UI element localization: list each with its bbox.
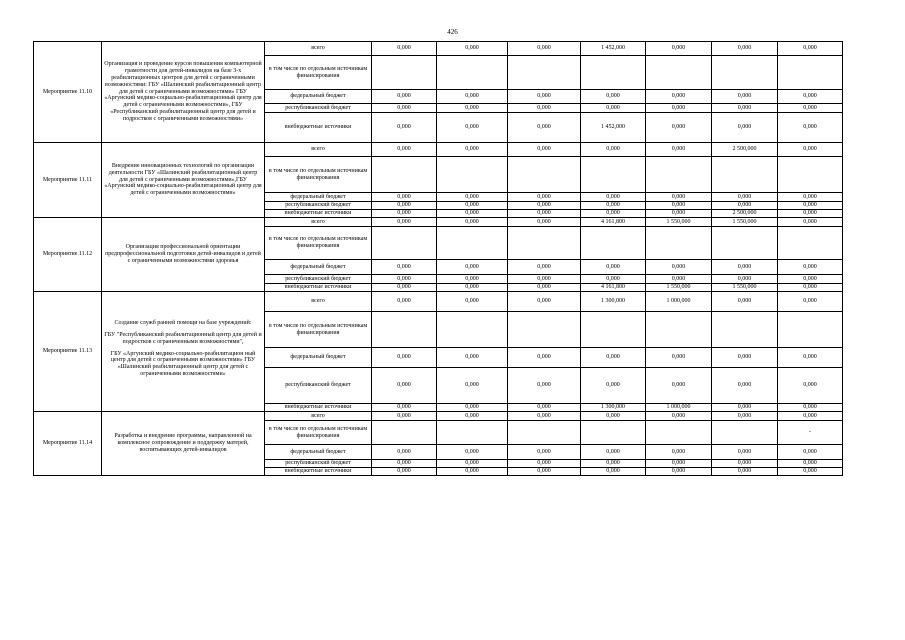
amount-cell: 1 550,000 bbox=[646, 218, 712, 227]
amount-cell: 0,000 bbox=[372, 445, 437, 460]
amount-cell: 1 000,000 bbox=[646, 292, 712, 312]
amount-cell: 0,000 bbox=[508, 202, 581, 210]
amount-cell: 0,000 bbox=[372, 90, 437, 104]
amount-cell: 0,000 bbox=[778, 404, 843, 412]
amount-cell bbox=[712, 227, 778, 260]
table-row bbox=[34, 292, 843, 312]
amount-cell: 0,000 bbox=[581, 143, 646, 157]
amount-cell bbox=[581, 56, 646, 90]
amount-cell: 0,000 bbox=[437, 193, 508, 202]
amount-cell: 0,000 bbox=[437, 260, 508, 275]
amount-cell bbox=[437, 56, 508, 90]
funding-source: республиканский бюджет bbox=[265, 275, 372, 284]
amount-cell bbox=[581, 312, 646, 348]
amount-cell bbox=[508, 421, 581, 445]
amount-cell: 2 500,000 bbox=[712, 210, 778, 218]
amount-cell: 0,000 bbox=[778, 193, 843, 202]
amount-cell: 0,000 bbox=[712, 42, 778, 56]
amount-cell bbox=[372, 157, 437, 193]
table-row bbox=[34, 42, 843, 56]
amount-cell: - bbox=[778, 421, 843, 445]
funding-source: федеральный бюджет bbox=[265, 348, 372, 368]
amount-cell: 1 550,000 bbox=[712, 284, 778, 292]
amount-cell: 0,000 bbox=[372, 202, 437, 210]
amount-cell bbox=[646, 157, 712, 193]
amount-cell: 0,000 bbox=[372, 42, 437, 56]
amount-cell: 1 300,000 bbox=[581, 404, 646, 412]
amount-cell: 0,000 bbox=[646, 460, 712, 468]
amount-cell: 0,000 bbox=[712, 202, 778, 210]
amount-cell bbox=[778, 312, 843, 348]
amount-cell: 0,000 bbox=[508, 468, 581, 476]
amount-cell bbox=[508, 312, 581, 348]
amount-cell: 0,000 bbox=[646, 193, 712, 202]
amount-cell: 0,000 bbox=[372, 284, 437, 292]
amount-cell: 0,000 bbox=[437, 90, 508, 104]
amount-cell bbox=[437, 227, 508, 260]
amount-cell: 0,000 bbox=[437, 284, 508, 292]
amount-cell: 1 452,000 bbox=[581, 42, 646, 56]
funding-source: всего bbox=[265, 412, 372, 421]
funding-source: в том числе по отдельным источникам финансирования bbox=[265, 56, 372, 90]
amount-cell: 0,000 bbox=[372, 210, 437, 218]
amount-cell: 0,000 bbox=[646, 445, 712, 460]
amount-cell: 0,000 bbox=[437, 42, 508, 56]
amount-cell: 0,000 bbox=[646, 202, 712, 210]
amount-cell bbox=[778, 56, 843, 90]
amount-cell bbox=[646, 227, 712, 260]
funding-source: всего bbox=[265, 42, 372, 56]
amount-cell: 0,000 bbox=[437, 202, 508, 210]
amount-cell: 0,000 bbox=[581, 445, 646, 460]
amount-cell: 0,000 bbox=[778, 284, 843, 292]
amount-cell: 0,000 bbox=[778, 275, 843, 284]
amount-cell bbox=[508, 157, 581, 193]
amount-cell bbox=[508, 56, 581, 90]
amount-cell: 2 500,000 bbox=[712, 143, 778, 157]
amount-cell: 0,000 bbox=[778, 90, 843, 104]
amount-cell bbox=[712, 56, 778, 90]
amount-cell: 0,000 bbox=[372, 143, 437, 157]
amount-cell bbox=[646, 56, 712, 90]
amount-cell: 0,000 bbox=[437, 210, 508, 218]
funding-source: в том числе по отдельным источникам финансирования bbox=[265, 227, 372, 260]
amount-cell: 0,000 bbox=[437, 218, 508, 227]
amount-cell: 1 300,000 bbox=[581, 292, 646, 312]
amount-cell: 0,000 bbox=[581, 460, 646, 468]
amount-cell: 0,000 bbox=[508, 460, 581, 468]
measure-code: Мероприятие 11.10 bbox=[34, 42, 102, 143]
measure-code: Мероприятие 11.14 bbox=[34, 412, 102, 476]
funding-source: федеральный бюджет bbox=[265, 260, 372, 275]
amount-cell: 0,000 bbox=[646, 412, 712, 421]
funding-source: республиканский бюджет bbox=[265, 104, 372, 113]
amount-cell: 0,000 bbox=[778, 42, 843, 56]
measure-code: Мероприятие 11.11 bbox=[34, 143, 102, 218]
table-row bbox=[34, 143, 843, 157]
amount-cell: 0,000 bbox=[508, 218, 581, 227]
amount-cell: 0,000 bbox=[712, 193, 778, 202]
amount-cell bbox=[372, 312, 437, 348]
amount-cell: 1 550,000 bbox=[712, 218, 778, 227]
funding-source: всего bbox=[265, 218, 372, 227]
funding-source: федеральный бюджет bbox=[265, 90, 372, 104]
amount-cell: 0,000 bbox=[508, 275, 581, 284]
amount-cell: 0,000 bbox=[581, 202, 646, 210]
amount-cell: 0,000 bbox=[778, 348, 843, 368]
amount-cell: 0,000 bbox=[646, 104, 712, 113]
amount-cell bbox=[778, 157, 843, 193]
amount-cell: 0,000 bbox=[508, 104, 581, 113]
amount-cell: 0,000 bbox=[712, 468, 778, 476]
amount-cell: 0,000 bbox=[508, 292, 581, 312]
measure-code: Мероприятие 11.12 bbox=[34, 218, 102, 292]
amount-cell: 0,000 bbox=[778, 460, 843, 468]
funding-source: федеральный бюджет bbox=[265, 445, 372, 460]
table-row bbox=[34, 218, 843, 227]
amount-cell: 0,000 bbox=[372, 113, 437, 143]
amount-cell: 0,000 bbox=[581, 260, 646, 275]
funding-source: внебюджетные источники bbox=[265, 210, 372, 218]
amount-cell: 4 161,800 bbox=[581, 218, 646, 227]
description-line: Создание служб ранней помощи на базе учреждений: bbox=[114, 319, 252, 326]
funding-source: республиканский бюджет bbox=[265, 368, 372, 404]
amount-cell: 0,000 bbox=[508, 404, 581, 412]
amount-cell: 0,000 bbox=[372, 292, 437, 312]
amount-cell bbox=[372, 56, 437, 90]
amount-cell: 0,000 bbox=[778, 202, 843, 210]
amount-cell: 0,000 bbox=[508, 348, 581, 368]
measure-description: Организация профессиональной ориентации предпрофессиональной подготовки детей-инвалидов и детей с ограниченными возможностями здоровья bbox=[102, 218, 265, 292]
amount-cell: 0,000 bbox=[581, 90, 646, 104]
amount-cell: 0,000 bbox=[778, 210, 843, 218]
amount-cell: 0,000 bbox=[437, 460, 508, 468]
amount-cell: 0,000 bbox=[646, 468, 712, 476]
amount-cell bbox=[372, 421, 437, 445]
amount-cell: 0,000 bbox=[372, 260, 437, 275]
amount-cell: 0,000 bbox=[437, 275, 508, 284]
amount-cell bbox=[581, 157, 646, 193]
amount-cell: 0,000 bbox=[581, 348, 646, 368]
amount-cell: 0,000 bbox=[581, 368, 646, 404]
amount-cell bbox=[646, 421, 712, 445]
funding-source: внебюджетные источники bbox=[265, 404, 372, 412]
amount-cell: 0,000 bbox=[712, 445, 778, 460]
amount-cell: 0,000 bbox=[778, 104, 843, 113]
amount-cell: 0,000 bbox=[712, 104, 778, 113]
amount-cell: 0,000 bbox=[372, 468, 437, 476]
funding-source: федеральный бюджет bbox=[265, 193, 372, 202]
amount-cell bbox=[437, 312, 508, 348]
amount-cell bbox=[712, 157, 778, 193]
amount-cell: 0,000 bbox=[712, 90, 778, 104]
amount-cell: 0,000 bbox=[508, 445, 581, 460]
amount-cell: 0,000 bbox=[581, 104, 646, 113]
amount-cell: 0,000 bbox=[646, 42, 712, 56]
amount-cell: 0,000 bbox=[372, 368, 437, 404]
description-line: ГБУ «Аргунский медико-социально-реабилитацион ный центр для детей с ограниченными возможностями» ГБУ «Шалинский реабилитационный центр для детей с ограниченными возможностями» bbox=[110, 350, 256, 378]
amount-cell: 0,000 bbox=[437, 412, 508, 421]
amount-cell: 0,000 bbox=[712, 275, 778, 284]
amount-cell bbox=[646, 312, 712, 348]
amount-cell: 0,000 bbox=[778, 260, 843, 275]
funding-source: всего bbox=[265, 143, 372, 157]
amount-cell: 0,000 bbox=[508, 90, 581, 104]
amount-cell: 0,000 bbox=[437, 104, 508, 113]
amount-cell: 0,000 bbox=[712, 404, 778, 412]
amount-cell: 0,000 bbox=[508, 143, 581, 157]
amount-cell: 0,000 bbox=[372, 275, 437, 284]
amount-cell: 0,000 bbox=[712, 260, 778, 275]
amount-cell bbox=[581, 227, 646, 260]
amount-cell: 0,000 bbox=[646, 90, 712, 104]
amount-cell: 0,000 bbox=[712, 460, 778, 468]
funding-source: в том числе по отдельным источникам финансирования bbox=[265, 312, 372, 348]
table-row bbox=[34, 412, 843, 421]
funding-source: в том числе по отдельным источникам финансирования bbox=[265, 421, 372, 445]
funding-source: внебюджетные источники bbox=[265, 468, 372, 476]
amount-cell: 0,000 bbox=[437, 368, 508, 404]
amount-cell: 0,000 bbox=[646, 348, 712, 368]
amount-cell: 0,000 bbox=[778, 368, 843, 404]
amount-cell bbox=[581, 421, 646, 445]
amount-cell: 0,000 bbox=[437, 468, 508, 476]
amount-cell: 0,000 bbox=[712, 368, 778, 404]
amount-cell: 0,000 bbox=[646, 143, 712, 157]
amount-cell: 0,000 bbox=[712, 113, 778, 143]
amount-cell: 1 550,000 bbox=[646, 284, 712, 292]
amount-cell bbox=[508, 227, 581, 260]
amount-cell bbox=[437, 421, 508, 445]
amount-cell: 0,000 bbox=[437, 445, 508, 460]
description-line: ГБУ "Республиканский реабилитационный центр для детей и подростков с ограниченными возможностями", bbox=[104, 331, 262, 345]
amount-cell: 0,000 bbox=[778, 468, 843, 476]
amount-cell: 0,000 bbox=[372, 104, 437, 113]
amount-cell: 4 161,800 bbox=[581, 284, 646, 292]
amount-cell: 0,000 bbox=[508, 284, 581, 292]
amount-cell: 0,000 bbox=[646, 368, 712, 404]
funding-source: республиканский бюджет bbox=[265, 202, 372, 210]
funding-source: внебюджетные источники bbox=[265, 113, 372, 143]
amount-cell: 0,000 bbox=[581, 193, 646, 202]
funding-source: в том числе по отдельным источникам финансирования bbox=[265, 157, 372, 193]
funding-source: республиканский бюджет bbox=[265, 460, 372, 468]
amount-cell: 0,000 bbox=[508, 260, 581, 275]
amount-cell: 0,000 bbox=[508, 113, 581, 143]
measure-description: Организация и проведение курсов повышения компьютерной грамотности для детей-инвалидов на базе 3-х реабилитационных центров для детей с ограниченными возможностями: ГБУ «Шалинский реабилитационный центр для детей с ограниченными возможностями» ГБУ «Аргунский медико-социально-реабилитационный центр для детей с ограниченными возможностями», ГБУ «Республиканский реабилитационный центр для детей и подростков с ограниченными возможностями» bbox=[102, 42, 265, 143]
measure-description: Разработка и внедрение программы, направленной на комплексное сопровождение и поддержку матерей, воспитывающих детей-инвалидов bbox=[102, 412, 265, 476]
amount-cell bbox=[712, 421, 778, 445]
amount-cell: 0,000 bbox=[778, 143, 843, 157]
amount-cell: 0,000 bbox=[646, 113, 712, 143]
amount-cell: 0,000 bbox=[646, 210, 712, 218]
amount-cell: 0,000 bbox=[646, 275, 712, 284]
amount-cell: 0,000 bbox=[372, 404, 437, 412]
amount-cell: 0,000 bbox=[437, 404, 508, 412]
amount-cell: 0,000 bbox=[437, 113, 508, 143]
amount-cell bbox=[372, 227, 437, 260]
budget-table bbox=[33, 41, 843, 476]
measure-description: Внедрение инновационных технологий по организации деятельности ГБУ «Шалинский реабилитационный центр для детей с ограниченными возможностями»,ГБУ «Аргунский медико-социально-реабилитационный центр для детей с ограниченными возможностями» bbox=[102, 143, 265, 218]
amount-cell: 1 000,000 bbox=[646, 404, 712, 412]
amount-cell bbox=[437, 157, 508, 193]
funding-source: всего bbox=[265, 292, 372, 312]
amount-cell bbox=[778, 227, 843, 260]
amount-cell bbox=[712, 312, 778, 348]
amount-cell: 0,000 bbox=[778, 412, 843, 421]
amount-cell: 0,000 bbox=[778, 113, 843, 143]
amount-cell: 0,000 bbox=[372, 412, 437, 421]
amount-cell: 0,000 bbox=[646, 260, 712, 275]
amount-cell: 0,000 bbox=[372, 460, 437, 468]
amount-cell: 0,000 bbox=[581, 468, 646, 476]
amount-cell: 0,000 bbox=[712, 348, 778, 368]
amount-cell: 0,000 bbox=[712, 292, 778, 312]
amount-cell: 0,000 bbox=[581, 210, 646, 218]
amount-cell: 1 452,000 bbox=[581, 113, 646, 143]
amount-cell: 0,000 bbox=[437, 143, 508, 157]
amount-cell: 0,000 bbox=[581, 275, 646, 284]
page-number: 426 bbox=[447, 28, 458, 36]
amount-cell: 0,000 bbox=[778, 218, 843, 227]
amount-cell: 0,000 bbox=[778, 445, 843, 460]
amount-cell: 0,000 bbox=[508, 210, 581, 218]
amount-cell: 0,000 bbox=[372, 348, 437, 368]
amount-cell: 0,000 bbox=[508, 412, 581, 421]
amount-cell: 0,000 bbox=[581, 412, 646, 421]
amount-cell: 0,000 bbox=[437, 348, 508, 368]
amount-cell: 0,000 bbox=[437, 292, 508, 312]
funding-source: внебюджетные источники bbox=[265, 284, 372, 292]
amount-cell: 0,000 bbox=[508, 193, 581, 202]
amount-cell: 0,000 bbox=[372, 218, 437, 227]
amount-cell: 0,000 bbox=[508, 368, 581, 404]
measure-code: Мероприятие 11.13 bbox=[34, 292, 102, 412]
amount-cell: 0,000 bbox=[372, 193, 437, 202]
measure-description bbox=[102, 292, 265, 412]
amount-cell: 0,000 bbox=[778, 292, 843, 312]
amount-cell: 0,000 bbox=[508, 42, 581, 56]
amount-cell: 0,000 bbox=[712, 412, 778, 421]
